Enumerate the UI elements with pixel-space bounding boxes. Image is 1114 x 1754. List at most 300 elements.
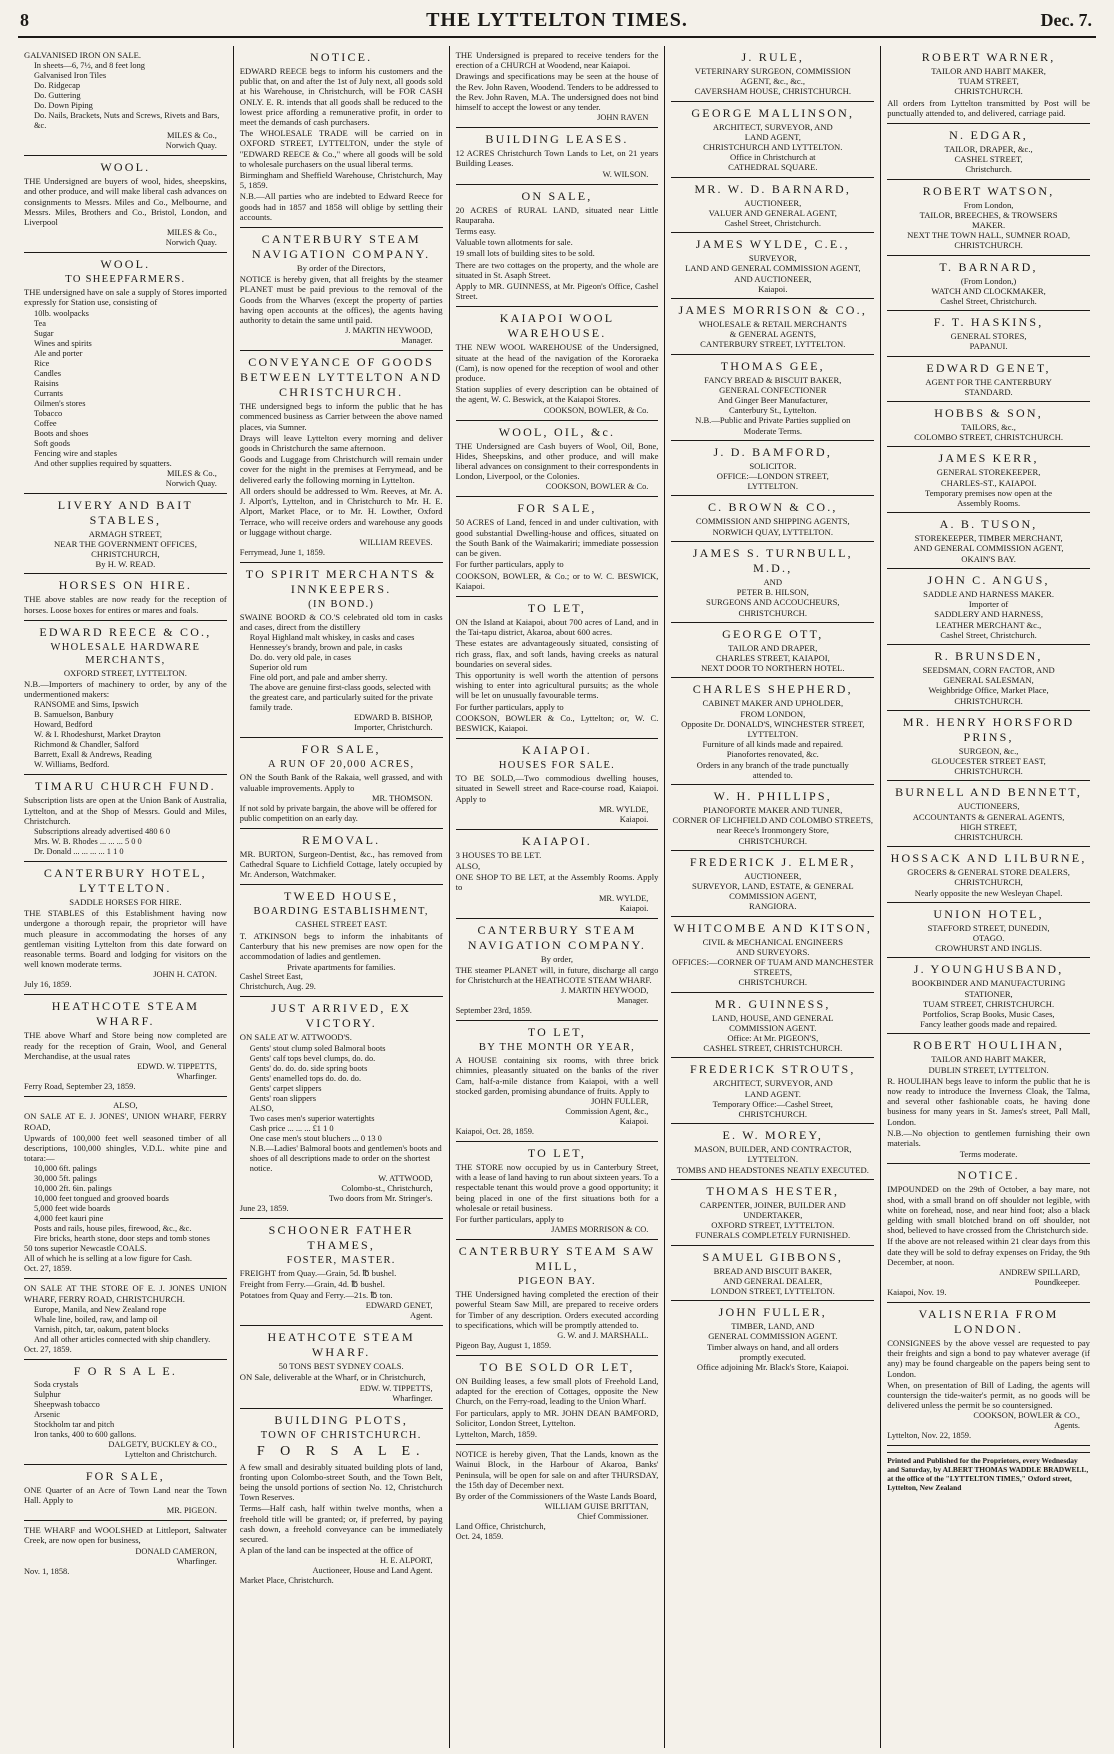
- ad-center-line: NEXT DOOR TO NORTHERN HOTEL.: [701, 663, 845, 674]
- ad-center-line: (From London,): [960, 275, 1017, 286]
- ad-signature: Chief Commissioner.: [577, 1512, 649, 1522]
- ad-paragraph: THE above stables are now ready for the reception of horses. Loose boxes for entires or mares and foals.: [24, 594, 227, 615]
- ad-center-line: N.B.—Public and Private Parties supplied on: [695, 415, 851, 426]
- ad-signature: Kaiapoi.: [619, 903, 649, 913]
- ad-center-line: ACCOUNTANTS & GENERAL AGENTS,: [912, 811, 1065, 822]
- ad-list-item: Do. Ridgecap: [34, 81, 81, 91]
- ad-signature: Two doors from Mr. Stringer's.: [328, 1193, 433, 1203]
- ad-center-line: SADDLE HORSES FOR HIRE.: [69, 897, 182, 908]
- ad-signature: W. WILSON.: [602, 169, 649, 179]
- imprint: Printed and Published for the Proprietors, every Wednesday and Saturday, by ALBERT THOMAS WADDLE BRADWELL, at the office of the "LYTTELTON TIMES," Oxford street, Lyttelton, New Zealand: [887, 1452, 1090, 1492]
- ad-center-line: AUCTIONEER,: [744, 197, 802, 208]
- ad-list-item: Soft goods: [34, 438, 71, 448]
- advertisement: [671, 102, 874, 178]
- ad-list-item: 10lb. woolpacks: [34, 308, 89, 318]
- ad-paragraph: MR. BURTON, Surgeon-Dentist, &c., has removed from Cathedral Square to Lichfield Cottage, lately occupied by Mr. Anderson, Watchmaker.: [239, 848, 443, 880]
- ad-center-line: LAND AGENT.: [744, 1088, 801, 1099]
- ad-center-line: Importer of: [968, 599, 1009, 610]
- ad-paragraph: Valuable town allotments for sale.: [455, 237, 573, 248]
- ad-center-line: STOREKEEPER, TIMBER MERCHANT,: [914, 533, 1063, 544]
- ad-heading: J. D. BAMFORD,: [713, 444, 833, 459]
- ad-list-item: Do. do. very old pale, in cases: [249, 653, 351, 663]
- advertisement: [887, 958, 1090, 1034]
- ad-center-line: And Ginger Beer Manufacturer,: [717, 395, 828, 406]
- ad-subheading: (IN BOND.): [308, 598, 375, 610]
- ad-paragraph: By order of the Commissioners of the Waste Lands Board,: [455, 1491, 657, 1502]
- ad-paragraph: If the above are not released within 21 clear days from this date they will be sold to defray expenses on Friday, the 9th December, at noon.: [887, 1236, 1090, 1267]
- advertisement: [456, 1356, 659, 1445]
- ad-center-line: CHARLES STREET, KAIAPOI,: [715, 652, 830, 663]
- ad-signature: H. E. ALPORT,: [379, 1556, 433, 1566]
- ad-center-line: Kaiapoi.: [758, 283, 788, 294]
- advertisement: [24, 574, 227, 620]
- ad-signature: Manager.: [616, 996, 649, 1006]
- ad-list-item: Sulphur: [34, 1389, 61, 1399]
- ad-list-item: RANSOME and Sims, Ipswich: [34, 700, 139, 710]
- ad-paragraph: ON the South Bank of the Rakaia, well grassed, and with valuable improvements. Apply to: [239, 772, 443, 793]
- advertisement: [671, 178, 874, 234]
- ad-center-line: CHARLES-ST., KAIAPOI.: [940, 477, 1037, 488]
- ad-center-line: Furniture of all kinds made and repaired.: [702, 739, 844, 750]
- ad-center-line: CHRISTCHURCH.: [738, 607, 808, 618]
- ad-list-item: Gents' enamelled tops do. do. do.: [249, 1073, 362, 1083]
- ad-center-line: SURGEON, &c.,: [958, 745, 1019, 756]
- advertisement: [456, 1021, 659, 1142]
- ad-list-item: 10,000 2ft. 6in. palings: [34, 1184, 112, 1194]
- ad-center-line: Orders in any branch of the trade punctually: [696, 759, 849, 770]
- ad-signature: Agent.: [410, 1311, 433, 1321]
- ad-center-line: CORNER OF LICHFIELD AND COLOMBO STREETS,: [672, 815, 874, 826]
- ad-heading: TO LET,: [527, 1025, 587, 1040]
- ad-paragraph: THE undersigned begs to inform the public that he has commenced business as Carrier between the above named places, via Sumner.: [239, 401, 443, 432]
- ad-center-line: CHRISTCHURCH.: [738, 1109, 808, 1119]
- ad-heading: GEORGE OTT,: [722, 626, 824, 641]
- ad-center-line: Weighbridge Office, Market Place,: [928, 685, 1049, 696]
- ad-center-line: OXFORD STREET, LYTTELTON.: [711, 1220, 835, 1231]
- ad-heading: JUST ARRIVED, EX VICTORY.: [271, 1001, 412, 1031]
- ad-paragraph: T. ATKINSON begs to inform the inhabitants of Canterbury that his new premises are now open for the accommodation of ladies and gentlemen.: [239, 930, 443, 961]
- ad-list-item: Hennessey's brandy, brown and pale, in casks: [249, 643, 403, 653]
- ad-paragraph: Birmingham and Sheffield Warehouse, Christchurch, May 5, 1859.: [239, 170, 443, 191]
- ad-list-item: Tea: [34, 318, 46, 328]
- ad-heading: JAMES WYLDE, C.E.,: [695, 237, 850, 252]
- ad-signature: Wharfinger.: [176, 1556, 217, 1566]
- advertisement: [24, 862, 227, 995]
- ad-heading: LIVERY AND BAIT STABLES,: [57, 497, 193, 527]
- ad-paragraph: THE steamer PLANET will, in future, discharge all cargo for Christchurch at the HEATHCOTE STEAM WHARF.: [455, 964, 659, 985]
- ad-center-line: OFFICES:—CORNER OF TUAM AND MANCHESTER: [672, 956, 874, 967]
- ad-center-line: SURVEYOR, LAND, ESTATE, & GENERAL: [691, 880, 854, 891]
- ad-center-line: COMMISSION AGENT,: [729, 891, 817, 902]
- ad-signature: EDWARD GENET,: [365, 1301, 433, 1311]
- advertisement: [887, 311, 1090, 356]
- advertisement: [887, 1034, 1090, 1164]
- ad-signature: JOHN H. CATON.: [153, 970, 217, 980]
- ad-center-line: GLOUCESTER STREET EAST,: [931, 755, 1046, 766]
- ad-center-line: CASHEL STREET EAST.: [295, 919, 388, 930]
- ad-paragraph: FREIGHT from Quay.—Grain, 5d. ℔ bushel.: [239, 1267, 397, 1278]
- ad-center-line: LAND, HOUSE, AND GENERAL: [712, 1012, 834, 1023]
- advertisement: [887, 781, 1090, 847]
- ad-signature: COOKSON, BOWLER & CO.,: [973, 1411, 1080, 1421]
- ad-center-line: STAFFORD STREET, DUNEDIN,: [927, 922, 1050, 933]
- ad-center-line: 50 TONS BEST SYDNEY COALS.: [278, 1361, 404, 1372]
- ad-signature: EDWD. W. TIPPETTS,: [137, 1062, 217, 1072]
- ad-center-line: WHOLESALE & RETAIL MERCHANTS: [698, 319, 847, 330]
- ad-heading: WOOL.: [100, 160, 151, 175]
- ad-signature: Poundkeeper.: [1034, 1278, 1080, 1288]
- ad-center-line: CHRISTCHURCH.: [954, 695, 1023, 706]
- advertisement: [24, 494, 227, 575]
- ad-list-item: 10,000 6ft. palings: [34, 1164, 97, 1174]
- ad-list-item: B. Samuelson, Banbury: [34, 710, 114, 720]
- ad-list-item: Dr. Donald ... ... ... ... 1 1 0: [34, 847, 124, 857]
- ad-signature: Manager.: [401, 336, 433, 346]
- column-2: [234, 46, 450, 1748]
- ad-signature: Wharfinger.: [176, 1072, 217, 1082]
- ad-paragraph: ONE SHOP TO BE LET, at the Assembly Rooms. Apply to: [455, 872, 659, 893]
- ad-center-line: PAPANUI.: [969, 341, 1008, 352]
- ad-center-line: STREETS,: [753, 967, 792, 978]
- ad-heading: C. BROWN & CO.,: [707, 500, 838, 515]
- ad-paragraph: A plan of the land can be inspected at the office of: [239, 1545, 413, 1556]
- advertisement: [456, 739, 659, 830]
- ad-heading: NOTICE.: [957, 1168, 1020, 1183]
- ad-center-line: STANDARD.: [964, 386, 1013, 397]
- ad-heading: GEORGE MALLINSON,: [691, 105, 855, 120]
- ad-paragraph: THE STABLES of this Establishment having now undergone a thorough repair, the proprietor will have much pleasure in accommodating the horses of any gentleman visiting Lyttelton from this date forward on reasonable terms. Board and lodging for visitors on the well known moderate terms.: [24, 908, 227, 970]
- ad-paragraph: THE NEW WOOL WAREHOUSE of the Undersigned, situate at the head of the navigation of the Kororaeka (Cam), is now opened for the reception of wool and other produce.: [455, 342, 659, 384]
- advertisement: [240, 1326, 443, 1408]
- advertisement: [240, 738, 443, 828]
- advertisement: [887, 569, 1090, 645]
- ad-center-line: LAND AND GENERAL COMMISSION AGENT,: [685, 263, 861, 274]
- ad-list-item: W. & I. Rhodeshurst, Market Drayton: [34, 730, 161, 740]
- ad-list-item: Superior old rum: [249, 663, 308, 673]
- ad-heading: FREDERICK STROUTS,: [689, 1062, 856, 1077]
- ad-list-item: Subscriptions already advertised 480 6 0: [34, 827, 171, 837]
- ad-center-line: TAILOR AND HABIT MAKER,: [931, 66, 1046, 76]
- ad-paragraph: THE Undersigned are Cash buyers of Wool, Oil, Bone, Hides, Sheepskins, and other produce, and will make liberal advances on consignment to their correspondents in London, Liverpool, or the Colonies.: [455, 440, 659, 482]
- advertisement: [456, 185, 659, 308]
- ad-signature: Norwich Quay.: [165, 478, 217, 488]
- column-1: [18, 46, 234, 1748]
- ad-dateline: 50 tons superior Newcastle COALS.: [24, 1244, 147, 1254]
- ad-center-line: COLOMBO STREET, CHRISTCHURCH.: [914, 432, 1063, 443]
- ad-center-line: AUCTIONEER,: [744, 870, 802, 881]
- ad-heading: JOHN FULLER,: [718, 1305, 827, 1320]
- ad-center-line: COMMISSION AGENT.: [729, 1022, 817, 1033]
- ad-center-line: LYTTELTON.: [747, 1154, 799, 1165]
- advertisement: [240, 563, 443, 738]
- ad-center-line: PETER B. HILSON,: [736, 587, 809, 598]
- ad-list-item: Sugar: [34, 328, 54, 338]
- ad-heading: ON SALE,: [521, 188, 593, 203]
- ad-paragraph: ON SALE AT W. ATTWOOD'S.: [239, 1032, 352, 1043]
- ad-heading: FOR SALE,: [517, 501, 597, 516]
- ad-heading: REMOVAL.: [302, 832, 381, 847]
- ad-center-line: TIMBER, LAND, AND: [731, 1321, 815, 1332]
- issue-date: Dec. 7.: [1040, 10, 1092, 30]
- ad-center-line: GENERAL COMMISSION AGENT.: [708, 1331, 838, 1342]
- ad-center-line: AGENT, &c., &c.,: [740, 76, 806, 87]
- ad-list-item: 4,000 feet kauri pine: [34, 1214, 104, 1224]
- ad-heading: W. H. PHILLIPS,: [713, 788, 832, 803]
- advertisement: [887, 513, 1090, 569]
- ad-heading: THOMAS GEE,: [720, 358, 825, 373]
- ad-heading: KAIAPOI.: [522, 743, 592, 758]
- advertisement: [887, 1164, 1090, 1303]
- ad-signature: ANDREW SPILLARD,: [999, 1268, 1080, 1278]
- ad-center-line: SURGEONS AND ACCOUCHEURS,: [706, 597, 840, 608]
- ad-list-item: Mrs. W. B. Rhodes ... ... ... 5 0 0: [34, 837, 142, 847]
- ad-signature: JOHN RAVEN: [597, 113, 649, 123]
- page-number: 8: [20, 10, 29, 30]
- ad-center-line: SADDLE AND HARNESS MAKER.: [923, 588, 1054, 599]
- ad-center-line: CHRISTCHURCH AND LYTTELTON.: [703, 142, 843, 153]
- ad-center-line: By order,: [540, 953, 574, 964]
- ad-center-line: Christchurch.: [965, 164, 1012, 175]
- ad-list-item: Arsenic: [34, 1409, 61, 1419]
- ad-heading: EDWARD REECE & CO.,: [39, 624, 212, 639]
- ad-heading: BURNELL AND BENNETT,: [895, 785, 1083, 800]
- ad-center-line: Private apartments for families.: [287, 962, 396, 973]
- ad-list-item: Howard, Bedford: [34, 720, 93, 730]
- ad-center-line: Terms moderate.: [959, 1149, 1018, 1160]
- ad-center-line: Pianofortes renovated, &c.: [726, 749, 819, 760]
- advertisement: [887, 645, 1090, 711]
- ad-paragraph: NOTICE is hereby given, that all freights by the steamer PLANET must be paid previous to the removal of the Goods from the Wharves (except the property of parties having open accounts at the offices), the agents having authority to detain the same until paid.: [239, 274, 443, 326]
- ad-heading: J. YOUNGHUSBAND,: [913, 962, 1064, 977]
- ad-center-line: attended to.: [752, 769, 793, 780]
- ad-paragraph: GALVANISED IRON ON SALE.: [24, 50, 141, 60]
- ad-center-line: AND GENERAL COMMISSION AGENT,: [913, 543, 1064, 554]
- ad-paragraph: TO BE SOLD,—Two commodious dwelling houses, situated in Sewell street and Race-course road, Kaiapoi. Apply to: [455, 773, 659, 804]
- ad-paragraph: N.B.—All parties who are indebted to Edward Reece for goods had in 1857 and 1858 will oblige by settling their accounts.: [239, 191, 443, 222]
- ad-list-item: Ale and porter: [34, 348, 83, 358]
- ad-center-line: FANCY BREAD & BISCUIT BAKER,: [704, 374, 842, 385]
- ad-heading: VALISNERIA FROM LONDON.: [918, 1307, 1059, 1337]
- ad-list-item: Rice: [34, 358, 50, 368]
- ad-paragraph: Drawings and specifications may be seen at the house of the Rev. John Raven, Woodend. Tenders to be addressed to the Rev. John Raven, M.A. The undersigned does not bind himself to accept the lowest or any tender.: [455, 71, 659, 113]
- ad-heading: HEATHCOTE STEAM WHARF.: [267, 1330, 415, 1360]
- ad-center-line: Canterbury St., Lyttelton.: [728, 405, 817, 416]
- ad-heading: FOR SALE,: [85, 1468, 165, 1483]
- ad-list-item: Do. Nails, Brackets, Nuts and Screws, Rivets and Bars, &c.: [34, 111, 220, 131]
- advertisement: [671, 496, 874, 541]
- ad-center-line: AUCTIONEERS,: [957, 801, 1020, 812]
- ad-center-line: CASHEL STREET, CHRISTCHURCH.: [703, 1043, 843, 1054]
- ad-list-item: 5,000 feet wide boards: [34, 1204, 111, 1214]
- ad-center-line: CHRISTCHURCH,: [91, 549, 160, 560]
- ad-paragraph: Potatoes from Quay and Ferry.—21s. ℔ ton.: [239, 1289, 393, 1300]
- ad-subheading: BOARDING ESTABLISHMENT,: [253, 906, 429, 918]
- ad-paragraph: ONE Quarter of an Acre of Town Land near the Town Hall. Apply to: [24, 1484, 227, 1505]
- advertisement: [24, 156, 227, 253]
- advertisement: [671, 1301, 874, 1376]
- advertisement: [456, 128, 659, 184]
- ad-center-line: STATIONER,: [964, 988, 1013, 999]
- ad-center-line: CAVERSHAM HOUSE, CHRISTCHURCH.: [694, 86, 852, 97]
- ad-paragraph: Lyttelton, March, 1859.: [455, 1429, 537, 1440]
- ad-list-item: Currants: [34, 388, 63, 398]
- ad-center-line: From London,: [963, 199, 1014, 210]
- ad-center-line: FUNERALS COMPLETELY FURNISHED.: [695, 1230, 851, 1241]
- advertisement: [671, 441, 874, 497]
- ad-signature: Norwich Quay.: [165, 141, 217, 151]
- advertisement: [240, 885, 443, 997]
- advertisement: [671, 993, 874, 1059]
- ad-center-line: & GENERAL AGENTS,: [729, 329, 816, 340]
- ad-center-line: TAILOR, DRAPER, &c.,: [944, 144, 1033, 155]
- ad-paragraph: 20 ACRES of RURAL LAND, situated near Little Rauparaha.: [455, 204, 659, 225]
- ad-paragraph: ON Building leases, a few small plots of Freehold Land, adapted for the erection of Cottages, opposite the New Church, on the Ferry-road, leading to the Union Wharf.: [455, 1376, 659, 1407]
- advertisement: [671, 623, 874, 679]
- advertisement: [24, 1521, 227, 1580]
- ad-center-line: LEATHER MERCHANT &c.,: [935, 619, 1042, 630]
- advertisement: [887, 256, 1090, 312]
- ad-heading: T. BARNARD,: [939, 259, 1038, 274]
- ad-center-line: OTAGO.: [972, 932, 1005, 943]
- ad-paragraph: Terms—Half cash, half within twelve months, when a freehold title will be granted; or, if preferred, by paying cash down, a freehold conveyance can be immediately secured.: [239, 1503, 443, 1544]
- ad-signature: Lyttelton and Christchurch.: [124, 1449, 217, 1459]
- ad-center-line: CHRISTCHURCH.: [954, 766, 1023, 777]
- ad-signature: Kaiapoi.: [619, 814, 649, 824]
- ad-heading: HOBBS & SON,: [934, 406, 1043, 421]
- ad-heading: SCHOONER FATHER THAMES,: [268, 1222, 414, 1252]
- ad-center-line: CANTERBURY STREET, LYTTELTON.: [700, 339, 846, 350]
- ad-center-line: CHRISTCHURCH,: [954, 877, 1023, 888]
- ad-center-line: By H. W. READ.: [95, 559, 156, 570]
- ad-heading: BUILDING LEASES.: [485, 132, 629, 147]
- ad-list-item: Stockholm tar and pitch: [34, 1419, 115, 1429]
- ad-dateline: July 16, 1859.: [24, 980, 72, 990]
- ad-signature: JAMES MORRISON & CO.: [551, 1225, 649, 1235]
- ad-list-item: ALSO,: [249, 1103, 274, 1113]
- ad-list-item: Do. Down Piping: [34, 101, 93, 111]
- ad-heading: ROBERT WATSON,: [922, 183, 1055, 198]
- ad-subheading: PIGEON BAY.: [518, 1276, 596, 1288]
- ad-center-line: Cashel Street, Christchurch.: [724, 218, 821, 229]
- ad-heading: FREDERICK J. ELMER,: [689, 854, 856, 869]
- ad-center-line: RANGIORA.: [749, 901, 797, 912]
- ad-list-item: Sheepwash tobacco: [34, 1399, 100, 1409]
- ad-heading: ROBERT HOULIHAN,: [913, 1038, 1065, 1053]
- ad-dateline: Cashel Street East,: [239, 972, 303, 982]
- ad-list-item: And other supplies required by squatters.: [34, 458, 172, 468]
- advertisement: [240, 228, 443, 351]
- ad-signature: COOKSON, BOWLER, & Co.: [543, 405, 649, 415]
- ad-paragraph: The WHOLESALE TRADE will be carried on in OXFORD STREET, LYTTELTON, under the style of "EDWARD REECE & Co.," where all goods will be sold to wholesale purchasers on the usual liberal terms.: [239, 128, 443, 169]
- advertisement: [887, 1303, 1090, 1446]
- ad-dateline: September 23rd, 1859.: [455, 1006, 532, 1016]
- ad-center-line: promptly executed.: [739, 1351, 806, 1362]
- masthead: [18, 6, 1096, 38]
- ad-heading: HEATHCOTE STEAM WHARF.: [51, 999, 200, 1029]
- ad-list-item: Barrett, Exall & Andrews, Reading: [34, 750, 152, 760]
- ad-paragraph: 50 ACRES of Land, fenced in and under cultivation, with good substantial Dwelling-house and offices, situated on the South Bank of the Waimakariri; immediate possession can be given.: [455, 517, 659, 559]
- advertisement: [240, 997, 443, 1218]
- ad-heading: MR. GUINNESS,: [714, 996, 831, 1011]
- ad-list-item: Gents' carpet slippers: [249, 1083, 322, 1093]
- ad-heading: MR. W. D. BARNARD,: [694, 181, 852, 196]
- ad-dateline: If not sold by private bargain, the above will be offered for public competition on an early day.: [239, 803, 437, 823]
- ad-center-line: Cashel Street, Christchurch.: [940, 296, 1037, 307]
- ad-dateline: Kaiapoi, Nov. 19.: [887, 1288, 947, 1298]
- ad-list-item: Two cases men's superior watertights: [249, 1113, 375, 1123]
- ad-paragraph: A few small and desirably situated building plots of land, fronting upon Colombo-street South, and the Town Belt, being the unsold portions of section No. 12, Christchurch Town Reserves.: [239, 1461, 443, 1503]
- ad-list-item: And all other articles connected with ship chandlery.: [34, 1334, 211, 1344]
- ad-signature: Importer, Christchurch.: [354, 723, 433, 733]
- ad-signature: J. MARTIN HEYWOOD,: [345, 326, 433, 336]
- ad-list-item: Wines and spirits: [34, 338, 92, 348]
- ad-paragraph: THE STORE now occupied by us in Canterbury Street, with a lease of land having to run about sixteen years. To a respectable tenant this would prove a good opportunity; it being placed in one of the first situations both for a wholesale or retail business.: [455, 1161, 659, 1213]
- ad-list-item: Do. Guttering: [34, 91, 81, 101]
- ad-paragraph: ON the Island at Kaiapoi, about 700 acres of Land, and in the Tai-tapu district, Akaroa, about 600 acres.: [455, 616, 659, 638]
- ad-paragraph: NOTICE is hereby given, That the Lands, known as the Wainui Block, in the Harbour of Akaroa, Banks' Peninsula, will be open for sale on and after THURSDAY, the 15th day of December next.: [455, 1449, 659, 1490]
- ad-paragraph: There are two cottages on the property, and the whole are situated in St. Asaph Street.: [455, 259, 659, 280]
- ad-heading: JOHN C. ANGUS,: [927, 572, 1050, 587]
- advertisement: [456, 421, 659, 498]
- ad-paragraph: For further particulars, apply to: [455, 701, 564, 712]
- ad-paragraph: Terms easy.: [455, 226, 496, 237]
- advertisement: [456, 1445, 659, 1546]
- ad-center-line: NEXT THE TOWN HALL, SUMNER ROAD,: [907, 230, 1071, 241]
- ad-paragraph: For particulars, apply to MR. JOHN DEAN BAMFORD, Solicitor, London Street, Lyttelton.: [455, 1407, 659, 1428]
- ad-center-line: BREAD AND BISCUIT BAKER,: [713, 1265, 832, 1276]
- advertisement: [887, 46, 1090, 124]
- ad-paragraph: 19 small lots of building sites to be sold.: [455, 248, 595, 259]
- ad-center-line: Office: At Mr. PIGEON'S,: [727, 1032, 819, 1043]
- ad-dateline: June 23, 1859.: [239, 1203, 289, 1213]
- ad-signature: MR. WYLDE,: [598, 893, 649, 903]
- ad-paragraph: A HOUSE containing six rooms, with three brick chimnies, pleasantly situated on the banks of the river Cam, half-a-mile distance from Kaiapoi, with a well stocked garden, promising abundance of fruits. Apply to: [455, 1055, 659, 1096]
- ad-center-line: GENERAL STOREKEEPER,: [936, 467, 1041, 478]
- ad-dateline: Kaiapoi, Oct. 28, 1859.: [455, 1126, 534, 1136]
- ad-center-line: Nearly opposite the new Wesleyan Chapel.: [914, 887, 1063, 898]
- ad-list-item: Royal Highland malt whiskey, in casks and cases: [249, 633, 415, 643]
- advertisement: [456, 830, 659, 919]
- ad-heading: SAMUEL GIBBONS,: [702, 1249, 844, 1264]
- ad-paragraph: These estates are advantageously situated, consisting of rich grass, flax, and soft lands, having creeks as natural boundaries on several sides.: [455, 638, 659, 669]
- ad-paragraph: THE WHARF and WOOLSHED at Littleport, Saltwater Creek, are now open for business,: [24, 1525, 227, 1546]
- ad-list-item: In sheets—6, 7½, and 8 feet long: [34, 61, 145, 71]
- ad-heading: N. EDGAR,: [949, 128, 1028, 143]
- ad-list-item: Galvanised Iron Tiles: [34, 71, 107, 81]
- ad-signature: COOKSON, BOWLER & Co.: [545, 482, 649, 492]
- advertisement: [240, 1219, 443, 1327]
- ad-center-line: Moderate Terms.: [743, 425, 802, 436]
- ad-heading: J. RULE,: [741, 50, 805, 64]
- ad-center-line: NEAR THE GOVERNMENT OFFICES,: [53, 538, 197, 549]
- ad-subheading: A RUN OF 20,000 ACRES,: [267, 759, 415, 771]
- advertisement: [24, 46, 227, 156]
- advertisement: [24, 1279, 227, 1359]
- ad-heading: TIMARU CHURCH FUND.: [34, 779, 216, 794]
- ad-signature: MILES & Co.,: [167, 468, 217, 478]
- ad-subheading: WHOLESALE HARDWARE MERCHANTS,: [50, 641, 201, 666]
- ad-list-item: Tobacco: [34, 408, 63, 418]
- ad-paragraph: For further particulars, apply to: [455, 559, 564, 570]
- ad-center-line: COMMISSION AND SHIPPING AGENTS,: [695, 516, 850, 527]
- ad-heading: R. BRUNSDEN,: [934, 648, 1043, 663]
- ad-center-line: CHRISTCHURCH.: [954, 240, 1023, 251]
- ad-heading: ROBERT WARNER,: [921, 50, 1056, 64]
- ad-list-item: 10,000 feet tongued and grooved boards: [34, 1194, 169, 1204]
- ad-heading: CANTERBURY STEAM NAVIGATION COMPANY.: [467, 922, 647, 952]
- ad-signature: MR. PIGEON.: [166, 1506, 217, 1516]
- ad-center-line: TUAM STREET, CHRISTCHURCH.: [923, 998, 1055, 1009]
